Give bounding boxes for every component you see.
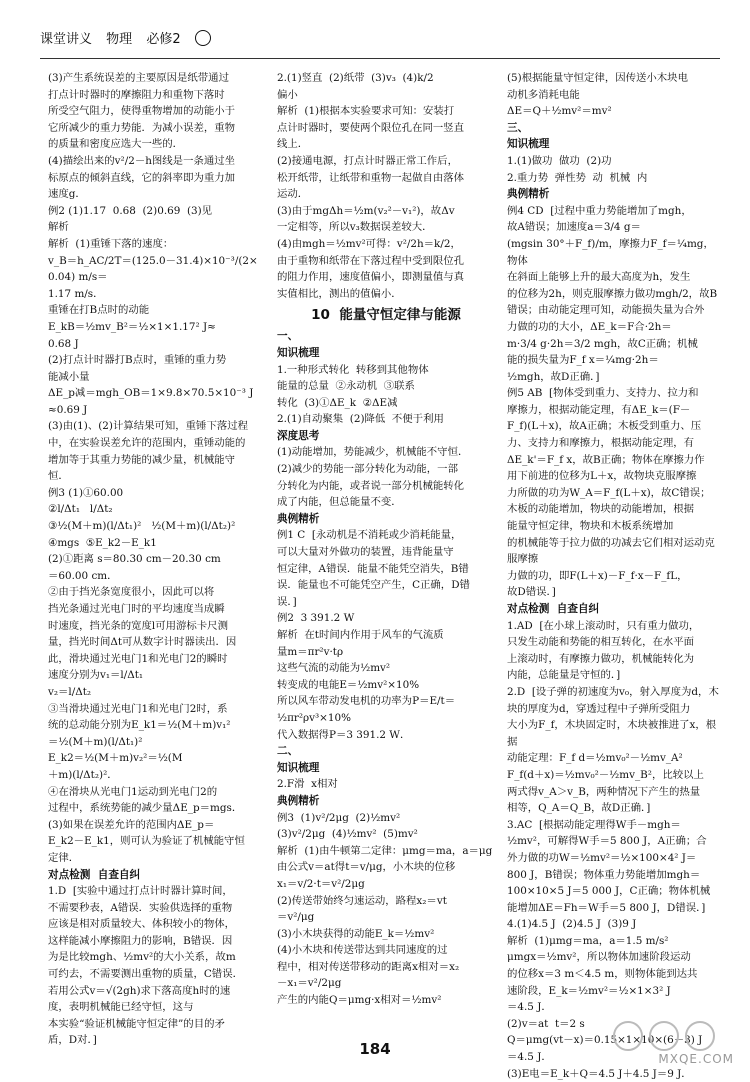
text-line: ②l/Δt₁ l/Δt₂ <box>48 503 113 516</box>
text-line: 误．能量也不可能凭空产生，C正确，D错 <box>277 579 470 592</box>
text-line: E_kB＝½mv_B²＝½×1×1.17² J≈ <box>48 320 216 333</box>
text-line: 所受空气阻力，使得重物增加的动能小于 <box>48 105 236 118</box>
text-line: 代入数据得P＝3 391.2 W． <box>277 728 411 741</box>
text-line: 为是比较mgh、½mv²的大小关系，故m <box>48 951 236 964</box>
text-line: 转变成的电能E＝½mv²×10% <box>277 678 420 691</box>
text-line: 动机多消耗电能 <box>507 88 580 101</box>
text-line: (3)v²/2μg (4)½mv² (5)mv² <box>277 828 418 841</box>
text-line: 此，滑块通过光电门1和光电门2的瞬时 <box>48 652 228 665</box>
text-line: (4)小木块和传送带达到共同速度的过 <box>277 944 448 957</box>
text-line: 内能，总能量是守恒的．] <box>507 669 621 682</box>
text-line: 解析 (1)μmg＝ma，a＝1.5 m/s² <box>507 934 669 947</box>
text-line: 盾，D对．] <box>48 1034 97 1047</box>
text-line: (4)描绘出来的v²/2－h图线是一条通过坐 <box>48 154 236 167</box>
text-line: 1.一种形式转化 转移到其他物体 <box>277 363 429 376</box>
text-line: 两式得v_A＞v_B，两种情况下产生的热量 <box>507 785 701 798</box>
text-line: 力做的功，即F(L＋x)－F_f·x－F_fL， <box>507 569 688 582</box>
text-line: 800 J，B错误；物体重力势能增加mgh＝ <box>507 868 701 881</box>
text-line: ②由于挡光条宽度很小，因此可以将 <box>48 586 215 599</box>
text-line: 度，表明机械能已经守恒，这与 <box>48 1001 194 1014</box>
section-heading: 深度思考 <box>277 429 320 442</box>
text-line: 4.(1)4.5 J (2)4.5 J (3)9 J <box>507 918 637 931</box>
text-line: ΔE_p减＝mgh_OB＝1×9.8×70.5×10⁻³ J <box>48 387 254 400</box>
text-line: ΔE＝Q＋½mv²＝mv² <box>507 105 612 118</box>
text-line: ½mgh，故D正确．] <box>507 370 600 383</box>
column-left <box>48 70 263 1047</box>
text-line: (1)动能增加，势能减少，机械能不守恒． <box>277 446 469 459</box>
text-line: 应该是相对质量较大、体积较小的物体， <box>48 918 236 931</box>
page-header <box>40 28 720 54</box>
text-line: 成了内能，但总能量不变． <box>277 496 402 509</box>
text-line: ½πr²ρv³×10% <box>277 711 351 724</box>
text-line: 本实验“验证机械能守恒定律”的目的矛 <box>48 1017 225 1030</box>
text-line: 1.D [实验中通过打点计时器计算时间， <box>48 885 233 898</box>
text-line: v_B＝h_AC/2T＝(125.0－31.4)×10⁻³/(2×0.04) m/s＝ <box>48 254 258 284</box>
text-line: E_k2＝½(M＋m)v₂²＝½(M <box>48 752 183 765</box>
book-title: 课堂讲义 <box>40 32 93 47</box>
text-line: 例3 (1)v²/2μg (2)½mv² <box>277 811 401 824</box>
text-line: (3)产生系统误差的主要原因是纸带通过 <box>48 72 229 84</box>
text-line: 解析 <box>48 221 69 234</box>
text-line: 解析 (1)重锤下落的速度： <box>48 237 174 250</box>
text-line: 外力做的功W＝½mv²＝½×100×4² J＝ <box>507 851 697 864</box>
volume-label: 必修2 <box>146 32 181 47</box>
text-line: 例1 C [永动机是不消耗或少消耗能量， <box>277 529 462 542</box>
text-line: 动能定理：F_f d＝½mv₀²－½mv_A² <box>507 752 683 765</box>
text-line: 2.D [设子弹的初速度为v₀，射入厚度为d，木 <box>507 685 719 698</box>
text-line: 线上． <box>277 138 309 151</box>
text-line: (5)根据能量守恒定律，因传送小木块电 <box>507 72 688 84</box>
text-line: (3)E电＝E_k＋Q＝4.5 J＋4.5 J＝9 J． <box>507 1067 692 1080</box>
text-line: 能增加ΔE＝Fh＝W手＝5 800 J，D错误．] <box>507 901 706 914</box>
text-line: 恒定律，A错误．能量不能凭空消失，B错 <box>277 562 469 575</box>
text-line: F_f(d＋x)＝½mv₀²－½mv_B²，比较以上 <box>507 768 704 781</box>
text-line: 例5 AB [物体受到重力、支持力、拉力和 <box>507 387 699 400</box>
section-title: 10 能量守恒定律与能源 <box>311 307 461 324</box>
text-line: 打点计时器时的摩擦阻力和重物下落时 <box>48 88 225 101</box>
text-line: 误．] <box>277 595 297 608</box>
section-heading: 典例精析 <box>277 794 320 807</box>
text-line: 实值相比，测出的值偏小． <box>277 287 402 300</box>
text-line: 由公式v＝at得t＝v/μg，小木块的位移 <box>277 861 456 874</box>
text-line: 例2 3 391.2 W <box>277 612 355 625</box>
text-line: 2.F滑 x相对 <box>277 778 338 791</box>
text-line: 100×10×5 J＝5 000 J，C正确；物体机械 <box>507 885 711 898</box>
text-line: 重锤在打B点时的动能 <box>48 304 150 317</box>
section-heading: 知识梳理 <box>277 761 320 774</box>
text-line: (2)减少的势能一部分转化为动能，一部 <box>277 463 458 476</box>
text-line: ③当滑块通过光电门1和光电门2时，系 <box>48 702 228 715</box>
section-heading: 典例精析 <box>507 188 550 201</box>
text-line: x₁＝v/2·t＝v²/2μg <box>277 877 365 890</box>
text-line: 能的损失量为F_f x＝¼mg·2h＝ <box>507 354 659 367</box>
text-line: 过程中，系统势能的减少量ΔE_p＝mgs． <box>48 802 243 815</box>
text-line: 只发生动能和势能的相互转化，在水平面 <box>507 636 695 649</box>
text-line: 例4 CD [过程中重力势能增加了mgh， <box>507 204 692 217</box>
text-line: 偏小 <box>277 88 298 101</box>
page-number: 184 <box>359 1040 391 1058</box>
text-line: 的机械能等于拉力做的功减去它们相对运动克服摩擦 <box>507 536 715 566</box>
section-heading: 三、 <box>507 121 529 134</box>
text-line: 若用公式v＝√(2gh)求下落高度h时的速 <box>48 984 231 997</box>
text-line: 1.AD [在小球上滚动时，只有重力做功， <box>507 619 700 632</box>
text-line: 一定相等，所以v₃数据误差较大． <box>277 221 433 234</box>
column-middle <box>277 70 495 1030</box>
text-line: 摩擦力，根据动能定理，有ΔE_k＝(F－ <box>507 403 691 416</box>
text-line: 的阻力作用，速度值偏小，即测量值与真 <box>277 271 465 284</box>
text-line: 分转化为内能，或者说一部分机械能转化 <box>277 479 465 492</box>
text-line: 0.68 J <box>48 337 79 350</box>
text-line: 1.17 m/s． <box>48 287 104 300</box>
text-line: ＝4.5 J． <box>507 1051 552 1064</box>
circled-logo-icon <box>195 30 211 46</box>
text-line: ≈0.69 J <box>48 403 88 416</box>
text-line: 故A错误；加速度a＝3/4 g＝ <box>507 221 641 234</box>
text-line: 块的厚度为d，穿透过程中子弹所受阻力 <box>507 702 691 715</box>
text-line: (2)传送带始终匀速运动，路程x₂＝vt <box>277 894 447 907</box>
text-line: ④在滑块从光电门1运动到光电门2的 <box>48 785 218 798</box>
text-line: (3)如果在误差允许的范围内ΔE_p＝ <box>48 818 215 831</box>
text-line: ½mv²，可解得W手＝5 800 J，A正确；合 <box>507 835 707 848</box>
text-line: 相等，Q_A＝Q_B，故D正确．] <box>507 802 651 815</box>
text-line: 点计时器时，要使两个限位孔在同一竖直 <box>277 121 465 134</box>
text-line: 力所做的功为W_A＝F_f(L＋x)，故C错误； <box>507 486 711 499</box>
text-line: 故D错误．] <box>507 586 556 599</box>
section-heading: 典例精析 <box>277 512 320 525</box>
text-line: 错误；由动能定理可知，动能损失量为合外 <box>507 304 705 317</box>
text-line: 的位移为2h，则克服摩擦力做功mgh/2，故B <box>507 287 718 300</box>
text-line: 统的总动能分别为E_k1＝½(M＋m)v₁² <box>48 719 231 732</box>
text-line: 产生的内能Q＝μmg·x相对＝½mv² <box>277 994 442 1007</box>
text-line: E_k2－E_k1，则可认为验证了机械能守恒 <box>48 835 245 848</box>
text-line: 在斜面上能够上升的最大高度为h，发生 <box>507 271 691 284</box>
section-heading: 知识梳理 <box>507 138 550 151</box>
section-heading: 知识梳理 <box>277 346 320 359</box>
text-line: 量m＝πr²v·tρ <box>277 645 344 658</box>
text-line: ＝60.00 cm． <box>48 569 118 582</box>
text-line: 2.(1)自动聚集 (2)降低 不便于利用 <box>277 413 444 426</box>
text-line: (2)打点计时器打B点时，重锤的重力势 <box>48 354 227 367</box>
text-line: (2)接通电源，打点计时器正常工作后， <box>277 154 458 167</box>
text-line: (3)由于mgΔh＝½m(v₂²－v₁²)，故Δv <box>277 204 455 217</box>
text-line: 标原点的倾斜直线，它的斜率即为重力加 <box>48 171 236 184</box>
text-line: 不需要秒表，A错误．实验供选择的重物 <box>48 901 233 914</box>
watermark-text: MXQE.COM <box>658 1052 734 1066</box>
section-heading: 一、 <box>277 330 299 343</box>
text-line: 3.AC [根据动能定理得W手－mgh＝ <box>507 818 681 831</box>
text-line: 能量的总量 ②永动机 ③联系 <box>277 380 415 393</box>
text-line: 例3 (1)①60.00 <box>48 486 124 499</box>
section-heading: 二、 <box>277 745 299 758</box>
text-line: v₂＝l/Δt₂ <box>48 685 92 698</box>
text-line: 大小为F_f，木块固定时，木块被推进了x，根据 <box>507 719 717 748</box>
text-line: 量，挡光时间Δt可从数字计时器读出．因 <box>48 636 237 649</box>
text-line: 这些气流的动能为½mv² <box>277 662 391 675</box>
text-line: (2)v＝at t＝2 s <box>507 1017 585 1030</box>
text-line: ＝4.5 J． <box>507 1001 552 1014</box>
text-line: 上滚动时，有摩擦力做功，机械能转化为 <box>507 652 695 665</box>
text-line: 所以风车带动发电机的功率为P＝E/t＝ <box>277 695 456 708</box>
text-line: 可约去，不需要测出重物的质量，C错误． <box>48 968 243 981</box>
text-line: 解析 (1)由牛顿第二定律：μmg＝ma，a＝μg <box>277 844 493 857</box>
text-line: 转化 (3)①ΔE_k ②ΔE减 <box>277 396 398 409</box>
text-line: 2.重力势 弹性势 动 机械 内 <box>507 171 648 184</box>
text-line: 时速度，挡光条的宽度l可用游标卡尺测 <box>48 619 228 632</box>
text-line: 力做的功的大小，ΔE_k＝F合·2h＝ <box>507 320 672 333</box>
text-line: 力、支持力和摩擦力，根据动能定理，有 <box>507 437 695 450</box>
text-line: 中，在实验误差允许的范围内，重锤动能的 <box>48 437 246 450</box>
text-line: 这样能减小摩擦阻力的影响，B错误．因 <box>48 934 233 947</box>
text-line: 速度分别为v₁＝l/Δt₁ <box>48 669 144 682</box>
text-line: 它所减少的重力势能．为减小误差，重物 <box>48 121 236 134</box>
text-line: μmgx＝½mv²，所以物体加速阶段运动 <box>507 951 691 964</box>
text-line: 能减小量 <box>48 370 90 383</box>
text-line: －x₁＝v²/2μg <box>277 977 342 990</box>
text-line: 运动． <box>277 188 309 201</box>
section-heading: 对点检测 自查自纠 <box>48 868 141 881</box>
text-line: (3)由(1)、(2)计算结果可知，重锤下落过程 <box>48 420 249 433</box>
text-line: ΔE_k'＝F_f x，故B正确；物体在摩擦力作 <box>507 453 705 466</box>
text-line: ③½(M＋m)(l/Δt₁)² ½(M＋m)(l/Δt₂)² <box>48 520 236 533</box>
text-line: 速度g． <box>48 188 86 201</box>
text-line: 木板的动能增加，物块的动能增加，根据 <box>507 503 695 516</box>
text-line: 例2 (1)1.17 0.68 (2)0.69 (3)见 <box>48 204 213 217</box>
text-line: (3)小木块获得的动能E_k＝½mv² <box>277 927 435 940</box>
text-line: 恒． <box>48 470 69 483</box>
text-line: 由于重物和纸带在下落过程中受到限位孔 <box>277 254 465 267</box>
text-line: m·3/4 g·2h＝3/2 mgh，故C正确；机械 <box>507 337 698 350</box>
text-line: 速阶段，E_k＝½mv²＝½×1×3² J <box>507 984 671 997</box>
text-line: ＝½(M＋m)(l/Δt₁)² <box>48 735 143 748</box>
text-line: 解析 在t时间内作用于风车的气流质 <box>277 629 444 641</box>
text-line: 定律． <box>48 851 80 864</box>
header-rule <box>40 58 720 59</box>
text-line: 2.(1)竖直 (2)纸带 (3)v₃ (4)k/2 <box>277 72 434 84</box>
text-line: 能量守恒定律，物块和木板系统增加 <box>507 520 674 533</box>
section-heading: 对点检测 自查自纠 <box>507 603 600 615</box>
text-line: (4)由mgh＝½mv²可得：v²/2h＝k/2， <box>277 237 461 250</box>
text-line: 解析 (1)根据本实验要求可知：安装打 <box>277 105 455 118</box>
text-line: 程中，相对传送带移动的距离x相对＝x₂ <box>277 960 460 973</box>
text-line: ＋m)(l/Δt₂)²． <box>48 768 118 781</box>
text-line: 用下前进的位移为L＋x，故物块克服摩擦 <box>507 470 697 483</box>
subject-label: 物理 <box>106 32 133 47</box>
text-line: 的位移x＝3 m＜4.5 m，则物体能到达共 <box>507 968 698 981</box>
text-line: F_f)(L＋x)，故A正确；木板受到重力、压 <box>507 420 702 433</box>
text-line: (mgsin 30°＋F_f)/m，摩擦力F_f＝¼mg，物体 <box>507 237 714 267</box>
text-line: 1.(1)做功 做功 (2)功 <box>507 154 612 167</box>
text-line: Q＝μmg(vt－x)＝0.15×1×10×(6－3) J <box>507 1034 703 1047</box>
text-line: 松开纸带，让纸带和重物一起做自由落体 <box>277 171 465 184</box>
watermark-logo <box>598 1016 738 1068</box>
text-line: (2)①距离 s＝80.30 cm－20.30 cm <box>48 553 221 566</box>
text-line: 挡光条通过光电门时的平均速度当成瞬 <box>48 603 225 615</box>
text-line: ④mgs ⑤E_k2－E_k1 <box>48 536 157 549</box>
text-line: 的质量和密度应选大一些的． <box>48 138 184 151</box>
text-line: 可以大量对外做功的装置，违背能量守 <box>277 546 454 559</box>
text-line: ＝v²/μg <box>277 911 315 924</box>
text-line: 增加等于其重力势能的减少量，机械能守 <box>48 453 236 466</box>
